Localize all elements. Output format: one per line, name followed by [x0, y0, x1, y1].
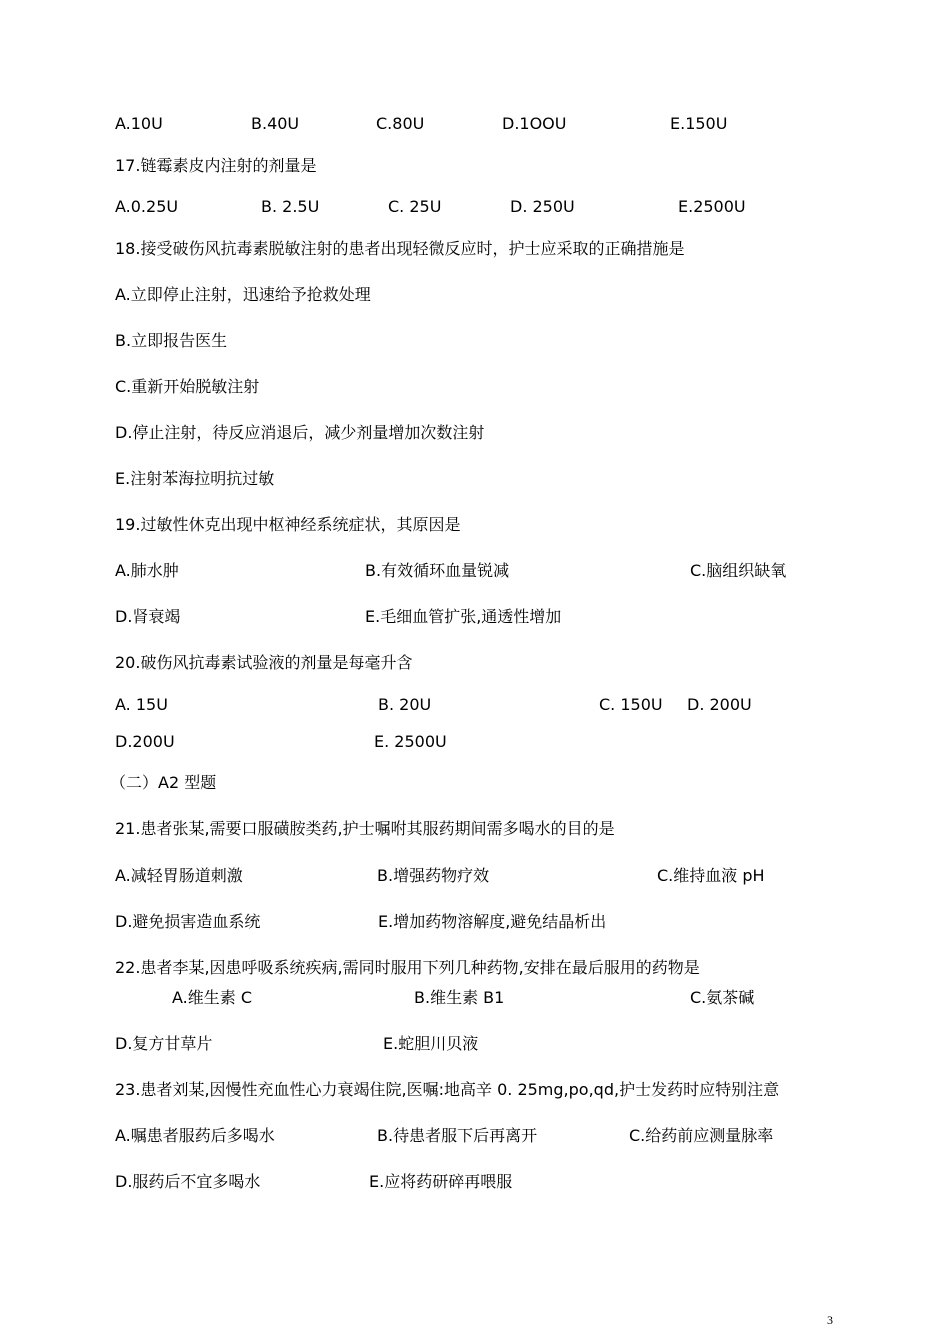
- q17-option-e: E.2500U: [678, 197, 746, 216]
- q18-option-c: C.重新开始脱敏注射: [115, 377, 260, 396]
- q18-option-b: B.立即报告医生: [115, 331, 228, 350]
- q23-option-c: C.给药前应测量脉率: [629, 1126, 774, 1145]
- q22-option-c: C.氨茶碱: [690, 988, 755, 1007]
- q19-option-e: E.毛细血管扩张,通透性增加: [365, 607, 562, 626]
- q19-option-c: C.脑组织缺氧: [690, 561, 787, 580]
- q23-option-e: E.应将药研碎再喂服: [369, 1172, 513, 1191]
- q16-option-d: D.1OOU: [502, 114, 567, 133]
- q20-stem: 20.破伤风抗毒素试验液的剂量是每毫升含: [115, 653, 413, 672]
- q17-option-c: C. 25U: [388, 197, 442, 216]
- q20-option-b: B. 20U: [378, 695, 432, 714]
- q20-option-c: C. 150U: [599, 695, 663, 714]
- q22-stem: 22.患者李某,因患呼吸系统疾病,需同时服用下列几种药物,安排在最后服用的药物是: [115, 958, 700, 977]
- q18-option-e: E.注射苯海拉明抗过敏: [115, 469, 275, 488]
- q21-option-b: B.增强药物疗效: [377, 866, 490, 885]
- q18-option-d: D.停止注射，待反应消退后，减少剂量增加次数注射: [115, 423, 485, 442]
- q20-option-d: D. 200U: [687, 695, 752, 714]
- section-heading: （二）A2 型题: [110, 773, 217, 792]
- q23-option-d: D.服药后不宜多喝水: [115, 1172, 261, 1191]
- q23-option-a: A.嘱患者服药后多喝水: [115, 1126, 275, 1145]
- q20-option-e: E. 2500U: [374, 732, 447, 751]
- q19-option-d: D.肾衰竭: [115, 607, 181, 626]
- q17-stem: 17.链霉素皮内注射的剂量是: [115, 156, 317, 175]
- q16-option-a: A.10U: [115, 114, 163, 133]
- q19-option-a: A.肺水肿: [115, 561, 179, 580]
- q16-option-e: E.150U: [670, 114, 728, 133]
- q18-option-a: A.立即停止注射，迅速给予抢救处理: [115, 285, 371, 304]
- q22-option-d: D.复方甘草片: [115, 1034, 213, 1053]
- q21-option-a: A.减轻胃肠道刺激: [115, 866, 243, 885]
- q23-option-b: B.待患者服下后再离开: [377, 1126, 538, 1145]
- q23-stem: 23.患者刘某,因慢性充血性心力衰竭住院,医嘱:地高辛 0. 25mg,po,qd,护士发药时应特别注意: [115, 1080, 780, 1099]
- q22-option-b: B.维生素 B1: [414, 988, 505, 1007]
- q21-option-e: E.增加药物溶解度,避免结晶析出: [378, 912, 607, 931]
- q21-option-d: D.避免损害造血系统: [115, 912, 261, 931]
- q22-option-e: E.蛇胆川贝液: [383, 1034, 479, 1053]
- q20-option-d-repeat: D.200U: [115, 732, 175, 751]
- q19-option-b: B.有效循环血量锐减: [365, 561, 510, 580]
- q19-stem: 19.过敏性休克出现中枢神经系统症状，其原因是: [115, 515, 461, 534]
- q16-option-c: C.80U: [376, 114, 425, 133]
- q21-option-c: C.维持血液 pH: [657, 866, 765, 885]
- q17-option-b: B. 2.5U: [261, 197, 320, 216]
- q22-option-a: A.维生素 C: [172, 988, 253, 1007]
- q20-option-a: A. 15U: [115, 695, 168, 714]
- page-number: 3: [827, 1313, 833, 1327]
- q18-stem: 18.接受破伤风抗毒素脱敏注射的患者出现轻微反应时，护士应采取的正确措施是: [115, 239, 685, 258]
- q21-stem: 21.患者张某,需要口服磺胺类药,护士嘱咐其服药期间需多喝水的目的是: [115, 819, 615, 838]
- q17-option-d: D. 250U: [510, 197, 575, 216]
- q17-option-a: A.0.25U: [115, 197, 179, 216]
- q16-option-b: B.40U: [251, 114, 300, 133]
